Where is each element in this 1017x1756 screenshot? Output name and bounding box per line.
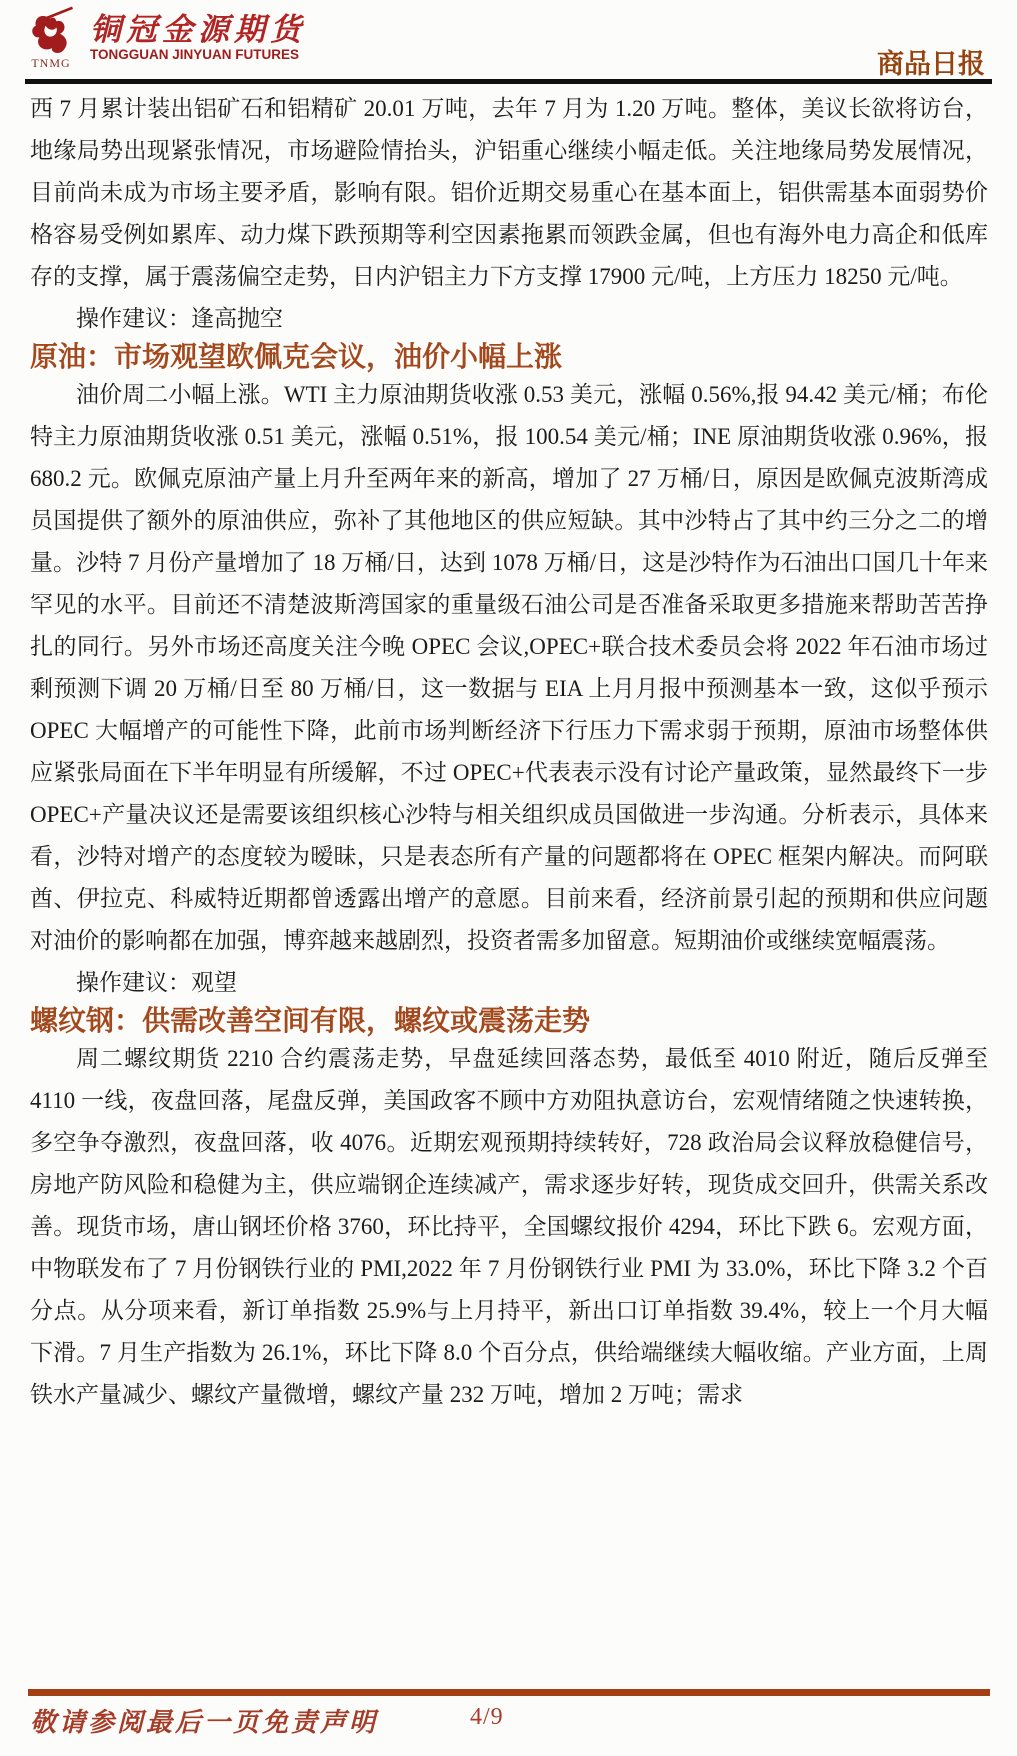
paragraph-crude-oil: 油价周二小幅上涨。WTI 主力原油期货收涨 0.53 美元，涨幅 0.56%,报 94.42 美元/桶；布伦特主力原油期货收涨 0.51 美元，涨幅 0.51%，报 100.54 美元/桶；INE 原油期货收涨 0.96%，报 680.2 元。欧佩克原油产量上月升至两年来的新高，增加了 27 万桶/日，原因是欧佩克波斯湾成员国提供了额外的原油供应，弥补了其他地区的供应短缺。其中沙特占了其中约三分之二的增量。沙特 7 月份产量增加了 18 万桶/日，达到 1078 万桶/日，这是沙特作为石油出口国几十年来罕见的水平。目前还不清楚波斯湾国家的重量级石油公司是否准备采取更多措施来帮助苦苦挣扎的同行。另外市场还高度关注今晚 OPEC 会议,OPEC+联合技术委员会将 2022 年石油市场过剩预测下调 20 万桶/日至 80 万桶/日，这一数据与 EIA 上月月报中预测基本一致，这似乎预示 OPEC 大幅增产的可能性下降，此前市场判断经济下行压力下需求弱于预期，原油市场整体供应紧张局面在下半年明显有所缓解，不过 OPEC+代表表示没有讨论产量政策，显然最终下一步 OPEC+产量决议还是需要该组织核心沙特与相关组织成员国做进一步沟通。分析表示，具体来看，沙特对增产的态度较为暧昧，只是表态所有产量的问题都将在 OPEC 框架内解决。而阿联酋、伊拉克、科威特近期都曾透露出增产的意愿。目前来看，经济前景引起的预期和供应问题对油价的影响都在加强，博弈越来越剧烈，投资者需多加留意。短期油价或继续宽幅震荡。 — [30, 382, 988, 953]
company-name-en: TONGGUAN JINYUAN FUTURES — [90, 47, 300, 62]
doc-type-title: 商品日报 — [877, 49, 985, 79]
report-footer — [30, 1702, 987, 1742]
company-names — [90, 6, 306, 64]
paragraph-rebar: 周二螺纹期货 2210 合约震荡走势，早盘延续回落态势，最低至 4010 附近，随后反弹至 4110 一线，夜盘回落，尾盘反弹，美国政客不顾中方劝阻执意访台，宏观情绪随之快速转换，多空争夺激烈，夜盘回落，收 4076。近期宏观预期持续转好，728 政治局会议释放稳健信号，房地产防风险和稳健为主，供应端钢企连续减产，需求逐步好转，现货成交回升，供需关系改善。现货市场，唐山钢坯价格 3760，环比持平，全国螺纹报价 4294，环比下跌 6。宏观方面，中物联发布了 7 月份钢铁行业的 PMI,2022 年 7 月份钢铁行业 PMI 为 33.0%，环比下降 3.2 个百分点。从分项来看，新订单指数 25.9%与上月持平，新出口订单指数 39.4%，较上一个月大幅下滑。7 月生产指数为 26.1%，环比下降 8.0 个百分点，供给端继续大幅收缩。产业方面，上周铁水产量减少、螺纹产量微增，螺纹产量 232 万吨，增加 2 万吨；需求 — [30, 1046, 988, 1407]
company-logo — [22, 6, 306, 71]
page-number: 4/9 — [470, 1704, 504, 1730]
footer-divider — [28, 1689, 990, 1696]
paragraph-aluminum: 西 7 月累计装出铝矿石和铝精矿 20.01 万吨，去年 7 月为 1.20 万吨。整体，美议长欲将访台，地缘局势出现紧张情况，市场避险情抬头，沪铝重心继续小幅走低。关注地缘局势发展情况，目前尚未成为市场主要矛盾，影响有限。铝价近期交易重心在基本面上，铝供需基本面弱势价格容易受例如累库、动力煤下跌预期等利空因素拖累而领跌金属，但也有海外电力高企和低库存的支撑，属于震荡偏空走势，日内沪铝主力下方支撑 17900 元/吨，上方压力 18250 元/吨。 — [30, 96, 988, 289]
heading-rebar: 螺纹钢：供需改善空间有限，螺纹或震荡走势 — [30, 1005, 591, 1036]
tnmg-logo-icon — [22, 6, 80, 71]
company-name-cn: 铜冠金源期货 — [90, 12, 306, 47]
report-header — [0, 0, 1017, 80]
advice-crude-oil: 操作建议：观望 — [76, 970, 237, 995]
heading-crude-oil: 原油：市场观望欧佩克会议，油价小幅上涨 — [30, 341, 563, 372]
footer-disclaimer: 敬请参阅最后一页免责声明 — [30, 1708, 379, 1737]
header-divider — [25, 79, 992, 84]
logo-tnmg-text: TNMG — [31, 56, 71, 70]
advice-aluminum: 操作建议：逢高抛空 — [76, 306, 283, 331]
report-body — [30, 88, 988, 1696]
